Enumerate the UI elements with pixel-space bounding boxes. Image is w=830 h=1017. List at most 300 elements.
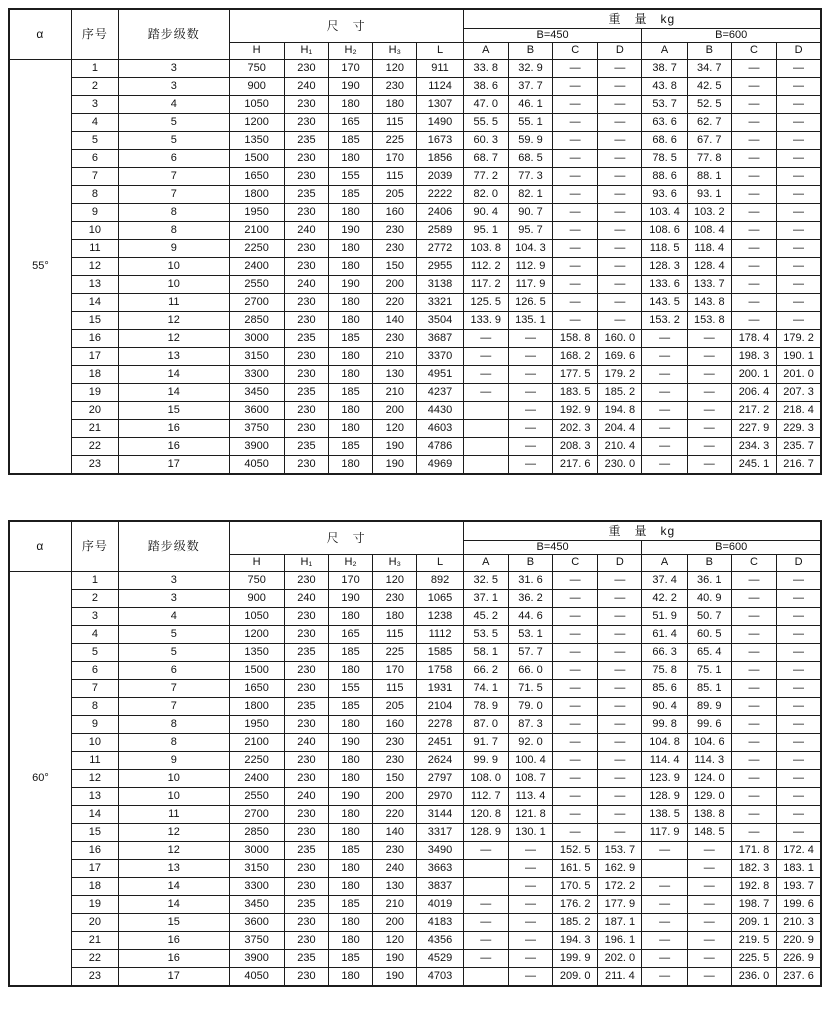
cell-H: 3300 [229, 366, 284, 384]
cell-H: 3600 [229, 402, 284, 420]
cell-b600-D: — [777, 312, 821, 330]
cell-L: 911 [417, 60, 463, 78]
cell-H2: 190 [328, 222, 372, 240]
cell-b600-D: — [777, 662, 821, 680]
cell-b600-A: 78. 5 [642, 150, 687, 168]
cell-b450-C: — [553, 644, 598, 662]
table-row [9, 348, 821, 366]
cell-b600-A: — [642, 330, 687, 348]
cell-b600-D: 226. 9 [777, 950, 821, 968]
cell-H1: 230 [284, 114, 328, 132]
cell-H3: 180 [373, 608, 417, 626]
col-header-b450-D: D [598, 43, 642, 60]
cell-b600-A: 51. 9 [642, 608, 687, 626]
table-row [9, 842, 821, 860]
cell-H3: 230 [373, 240, 417, 258]
cell-H3: 200 [373, 914, 417, 932]
cell-b600-C: 206. 4 [731, 384, 776, 402]
cell-steps: 3 [119, 590, 230, 608]
cell-b600-C: — [731, 150, 776, 168]
cell-serial: 17 [71, 348, 118, 366]
cell-b450-A: 117. 2 [463, 276, 508, 294]
cell-serial: 9 [71, 204, 118, 222]
cell-b450-C: — [553, 132, 598, 150]
cell-L: 1490 [417, 114, 463, 132]
cell-serial: 23 [71, 968, 118, 987]
cell-H3: 230 [373, 222, 417, 240]
cell-serial: 19 [71, 384, 118, 402]
cell-H1: 230 [284, 932, 328, 950]
cell-serial: 11 [71, 752, 118, 770]
cell-b450-C: — [553, 186, 598, 204]
cell-b600-A: — [642, 914, 687, 932]
cell-b450-C: — [553, 806, 598, 824]
cell-b450-C: 217. 6 [553, 456, 598, 475]
cell-b600-B: 128. 4 [687, 258, 731, 276]
cell-steps: 15 [119, 914, 230, 932]
col-header-b450-D: D [598, 555, 642, 572]
cell-b600-C: 198. 7 [731, 896, 776, 914]
cell-b600-D: 216. 7 [777, 456, 821, 475]
cell-b450-D: — [598, 204, 642, 222]
cell-b450-D: — [598, 258, 642, 276]
cell-b450-B: 44. 6 [508, 608, 552, 626]
cell-serial: 20 [71, 914, 118, 932]
cell-serial: 15 [71, 312, 118, 330]
cell-H: 2250 [229, 752, 284, 770]
cell-H2: 170 [328, 572, 372, 590]
cell-H2: 180 [328, 150, 372, 168]
cell-b450-B: 113. 4 [508, 788, 552, 806]
cell-b600-C: — [731, 770, 776, 788]
cell-b600-C: — [731, 186, 776, 204]
cell-H3: 210 [373, 896, 417, 914]
cell-b600-D: — [777, 572, 821, 590]
cell-b450-B: — [508, 384, 552, 402]
cell-L: 3317 [417, 824, 463, 842]
cell-H: 1500 [229, 150, 284, 168]
table-row [9, 968, 821, 987]
cell-b450-C: — [553, 204, 598, 222]
cell-b450-C: 158. 8 [553, 330, 598, 348]
col-header-dim-4: L [417, 555, 463, 572]
cell-b600-A: 38. 7 [642, 60, 687, 78]
table-row [9, 366, 821, 384]
cell-b450-C: 168. 2 [553, 348, 598, 366]
cell-H2: 185 [328, 698, 372, 716]
cell-serial: 21 [71, 420, 118, 438]
cell-b450-A: — [463, 950, 508, 968]
cell-b600-A: 143. 5 [642, 294, 687, 312]
cell-b600-C: 225. 5 [731, 950, 776, 968]
cell-b450-B: 104. 3 [508, 240, 552, 258]
cell-b450-A: 55. 5 [463, 114, 508, 132]
cell-b450-A: 66. 2 [463, 662, 508, 680]
alpha-value: 60° [9, 572, 71, 987]
cell-b600-B: 153. 8 [687, 312, 731, 330]
cell-b450-D: — [598, 734, 642, 752]
table-row [9, 788, 821, 806]
cell-H2: 165 [328, 626, 372, 644]
cell-H1: 230 [284, 348, 328, 366]
cell-b600-B: — [687, 968, 731, 987]
table-row [9, 276, 821, 294]
cell-H: 1350 [229, 132, 284, 150]
cell-H2: 185 [328, 950, 372, 968]
cell-steps: 9 [119, 752, 230, 770]
col-header-alpha: α [9, 521, 71, 572]
cell-L: 4183 [417, 914, 463, 932]
cell-b450-D: — [598, 716, 642, 734]
cell-b600-A: 128. 3 [642, 258, 687, 276]
cell-b450-C: — [553, 788, 598, 806]
spec-table [8, 520, 822, 987]
table-row [9, 150, 821, 168]
cell-b600-A: — [642, 348, 687, 366]
cell-b600-C: — [731, 312, 776, 330]
cell-b600-C: — [731, 114, 776, 132]
table-row [9, 770, 821, 788]
table-row [9, 824, 821, 842]
cell-b450-D: 185. 2 [598, 384, 642, 402]
cell-b450-A: 78. 9 [463, 698, 508, 716]
cell-b600-A: 85. 6 [642, 680, 687, 698]
cell-serial: 14 [71, 806, 118, 824]
cell-b450-C: — [553, 78, 598, 96]
cell-b450-A: 120. 8 [463, 806, 508, 824]
cell-L: 3687 [417, 330, 463, 348]
cell-b600-C: 171. 8 [731, 842, 776, 860]
cell-b600-B: 60. 5 [687, 626, 731, 644]
cell-b450-B: — [508, 366, 552, 384]
table-row [9, 456, 821, 475]
cell-b600-D: — [777, 132, 821, 150]
cell-H2: 180 [328, 456, 372, 475]
cell-steps: 8 [119, 716, 230, 734]
cell-b600-B: — [687, 896, 731, 914]
cell-b450-A [463, 968, 508, 987]
cell-H: 900 [229, 590, 284, 608]
cell-b600-C: — [731, 752, 776, 770]
cell-H1: 235 [284, 330, 328, 348]
cell-b600-B: 143. 8 [687, 294, 731, 312]
cell-b450-A: 60. 3 [463, 132, 508, 150]
cell-b600-C: — [731, 680, 776, 698]
cell-b600-A: 68. 6 [642, 132, 687, 150]
cell-b600-B: 108. 4 [687, 222, 731, 240]
cell-b450-D: — [598, 222, 642, 240]
cell-H2: 180 [328, 860, 372, 878]
cell-H: 1800 [229, 698, 284, 716]
cell-H3: 210 [373, 348, 417, 366]
cell-H2: 180 [328, 294, 372, 312]
cell-b600-A: — [642, 896, 687, 914]
cell-H3: 160 [373, 716, 417, 734]
cell-b600-D: — [777, 788, 821, 806]
cell-b600-C: — [731, 240, 776, 258]
cell-b450-A [463, 402, 508, 420]
cell-b450-C: 177. 5 [553, 366, 598, 384]
table-row [9, 132, 821, 150]
cell-b450-C: — [553, 240, 598, 258]
cell-H2: 180 [328, 348, 372, 366]
cell-H: 3900 [229, 950, 284, 968]
cell-serial: 16 [71, 330, 118, 348]
cell-H3: 230 [373, 330, 417, 348]
cell-b600-B: 104. 6 [687, 734, 731, 752]
cell-H2: 180 [328, 402, 372, 420]
cell-serial: 21 [71, 932, 118, 950]
cell-b450-A: 91. 7 [463, 734, 508, 752]
cell-b600-A: 138. 5 [642, 806, 687, 824]
cell-H2: 185 [328, 132, 372, 150]
cell-steps: 16 [119, 420, 230, 438]
cell-b600-B: — [687, 950, 731, 968]
cell-L: 2624 [417, 752, 463, 770]
cell-b450-D: — [598, 572, 642, 590]
cell-H: 3450 [229, 896, 284, 914]
cell-H3: 230 [373, 734, 417, 752]
table-row [9, 662, 821, 680]
spec-table-55deg [8, 8, 822, 475]
cell-H2: 180 [328, 914, 372, 932]
cell-b450-B: 126. 5 [508, 294, 552, 312]
table-row [9, 168, 821, 186]
cell-b600-B: — [687, 456, 731, 475]
cell-b450-D: — [598, 114, 642, 132]
cell-H2: 155 [328, 168, 372, 186]
cell-b600-D: 199. 6 [777, 896, 821, 914]
cell-b600-B: 77. 8 [687, 150, 731, 168]
cell-H1: 235 [284, 438, 328, 456]
cell-L: 2104 [417, 698, 463, 716]
cell-H: 2400 [229, 770, 284, 788]
table-row [9, 698, 821, 716]
cell-b600-A: 88. 6 [642, 168, 687, 186]
cell-b600-B: — [687, 438, 731, 456]
cell-b600-D: — [777, 806, 821, 824]
cell-steps: 14 [119, 366, 230, 384]
cell-b450-A: 38. 6 [463, 78, 508, 96]
cell-steps: 16 [119, 438, 230, 456]
cell-L: 4603 [417, 420, 463, 438]
cell-H3: 220 [373, 806, 417, 824]
cell-H3: 200 [373, 788, 417, 806]
cell-serial: 17 [71, 860, 118, 878]
cell-serial: 5 [71, 132, 118, 150]
cell-b600-D: — [777, 680, 821, 698]
cell-b450-C: — [553, 698, 598, 716]
cell-b600-C: — [731, 806, 776, 824]
col-header-b600-B: B [687, 555, 731, 572]
cell-H1: 230 [284, 626, 328, 644]
cell-b600-B: — [687, 330, 731, 348]
cell-steps: 8 [119, 222, 230, 240]
col-header-weight: 重 量 kg [463, 521, 821, 541]
cell-b600-A: 90. 4 [642, 698, 687, 716]
cell-b600-B: 34. 7 [687, 60, 731, 78]
cell-b600-B: 118. 4 [687, 240, 731, 258]
cell-b600-B: 89. 9 [687, 698, 731, 716]
cell-H1: 230 [284, 456, 328, 475]
col-header-b450-B: B [508, 555, 552, 572]
cell-b450-D: — [598, 770, 642, 788]
cell-b600-B: 99. 6 [687, 716, 731, 734]
cell-serial: 4 [71, 114, 118, 132]
col-header-b600: B=600 [642, 541, 821, 555]
cell-H: 1950 [229, 716, 284, 734]
cell-b600-A: — [642, 878, 687, 896]
cell-H: 2700 [229, 294, 284, 312]
table-row [9, 734, 821, 752]
cell-H2: 185 [328, 384, 372, 402]
cell-b600-A: 61. 4 [642, 626, 687, 644]
table-row [9, 420, 821, 438]
cell-b450-D: 160. 0 [598, 330, 642, 348]
cell-steps: 15 [119, 402, 230, 420]
cell-b450-C: 183. 5 [553, 384, 598, 402]
cell-b450-D: — [598, 824, 642, 842]
cell-b600-A: — [642, 420, 687, 438]
table-gap [8, 475, 822, 520]
cell-b600-A: 75. 8 [642, 662, 687, 680]
cell-b450-B: — [508, 348, 552, 366]
cell-b600-C: — [731, 258, 776, 276]
col-header-dim-2: H₂ [328, 555, 372, 572]
cell-b450-D: 179. 2 [598, 366, 642, 384]
cell-b600-B: — [687, 842, 731, 860]
cell-b600-D: — [777, 96, 821, 114]
cell-b600-D: — [777, 168, 821, 186]
cell-steps: 9 [119, 240, 230, 258]
table-row [9, 680, 821, 698]
cell-b600-B: 103. 2 [687, 204, 731, 222]
cell-H: 750 [229, 572, 284, 590]
cell-H2: 180 [328, 770, 372, 788]
cell-H1: 230 [284, 366, 328, 384]
cell-b600-A: 104. 8 [642, 734, 687, 752]
col-header-b450: B=450 [463, 29, 642, 43]
cell-b450-C: — [553, 276, 598, 294]
cell-b600-A: 118. 5 [642, 240, 687, 258]
cell-H: 1950 [229, 204, 284, 222]
cell-b600-C: 178. 4 [731, 330, 776, 348]
cell-b600-A: 128. 9 [642, 788, 687, 806]
cell-b450-C: 199. 9 [553, 950, 598, 968]
cell-b450-B: — [508, 950, 552, 968]
cell-b450-A: 68. 7 [463, 150, 508, 168]
col-header-b600-D: D [777, 555, 821, 572]
cell-H: 1200 [229, 626, 284, 644]
cell-H: 1050 [229, 608, 284, 626]
cell-H: 1650 [229, 680, 284, 698]
cell-b450-B: 53. 1 [508, 626, 552, 644]
cell-H3: 230 [373, 842, 417, 860]
cell-b450-A: — [463, 914, 508, 932]
cell-L: 1758 [417, 662, 463, 680]
cell-serial: 3 [71, 608, 118, 626]
cell-b450-B: 31. 6 [508, 572, 552, 590]
cell-b450-C: — [553, 734, 598, 752]
cell-L: 1238 [417, 608, 463, 626]
cell-b600-D: 237. 6 [777, 968, 821, 987]
cell-b450-A: 103. 8 [463, 240, 508, 258]
cell-steps: 13 [119, 348, 230, 366]
table-row [9, 114, 821, 132]
cell-H: 1500 [229, 662, 284, 680]
cell-H: 4050 [229, 968, 284, 987]
cell-H: 1350 [229, 644, 284, 662]
cell-b450-B: — [508, 456, 552, 475]
cell-H3: 140 [373, 312, 417, 330]
cell-H1: 235 [284, 698, 328, 716]
cell-serial: 19 [71, 896, 118, 914]
cell-H2: 190 [328, 276, 372, 294]
cell-b600-A: — [642, 402, 687, 420]
cell-H: 2100 [229, 222, 284, 240]
cell-H1: 230 [284, 968, 328, 987]
table-row [9, 438, 821, 456]
cell-steps: 4 [119, 608, 230, 626]
cell-b450-C: — [553, 662, 598, 680]
cell-b600-B: 93. 1 [687, 186, 731, 204]
cell-H: 3150 [229, 860, 284, 878]
cell-serial: 5 [71, 644, 118, 662]
cell-b450-D: 230. 0 [598, 456, 642, 475]
cell-b450-C: — [553, 222, 598, 240]
cell-serial: 23 [71, 456, 118, 475]
cell-b450-D: — [598, 168, 642, 186]
cell-b450-D: 187. 1 [598, 914, 642, 932]
cell-H3: 150 [373, 258, 417, 276]
cell-b600-A: — [642, 932, 687, 950]
cell-H: 3750 [229, 420, 284, 438]
cell-b450-D: 194. 8 [598, 402, 642, 420]
cell-steps: 6 [119, 662, 230, 680]
cell-b600-A: 93. 6 [642, 186, 687, 204]
col-header-dim-1: H₁ [284, 43, 328, 60]
cell-b450-B: 79. 0 [508, 698, 552, 716]
cell-b450-B: 112. 9 [508, 258, 552, 276]
cell-H3: 200 [373, 402, 417, 420]
cell-L: 4703 [417, 968, 463, 987]
cell-b600-C: — [731, 294, 776, 312]
cell-b600-D: — [777, 716, 821, 734]
cell-b450-C: — [553, 312, 598, 330]
cell-serial: 14 [71, 294, 118, 312]
cell-b450-B: 130. 1 [508, 824, 552, 842]
cell-b450-D: — [598, 644, 642, 662]
cell-b600-C: — [731, 96, 776, 114]
cell-b450-D: 172. 2 [598, 878, 642, 896]
col-header-dim-3: H₃ [373, 43, 417, 60]
cell-L: 1673 [417, 132, 463, 150]
cell-b450-B: 100. 4 [508, 752, 552, 770]
cell-H: 2850 [229, 312, 284, 330]
cell-serial: 18 [71, 366, 118, 384]
cell-b450-D: — [598, 806, 642, 824]
cell-H2: 180 [328, 366, 372, 384]
cell-b600-C: — [731, 698, 776, 716]
col-header-b450-B: B [508, 43, 552, 60]
cell-serial: 10 [71, 222, 118, 240]
cell-b450-B: 77. 3 [508, 168, 552, 186]
cell-H3: 120 [373, 60, 417, 78]
cell-b600-B: 40. 9 [687, 590, 731, 608]
cell-b450-D: 210. 4 [598, 438, 642, 456]
cell-b600-D: 220. 9 [777, 932, 821, 950]
cell-b450-A: — [463, 896, 508, 914]
